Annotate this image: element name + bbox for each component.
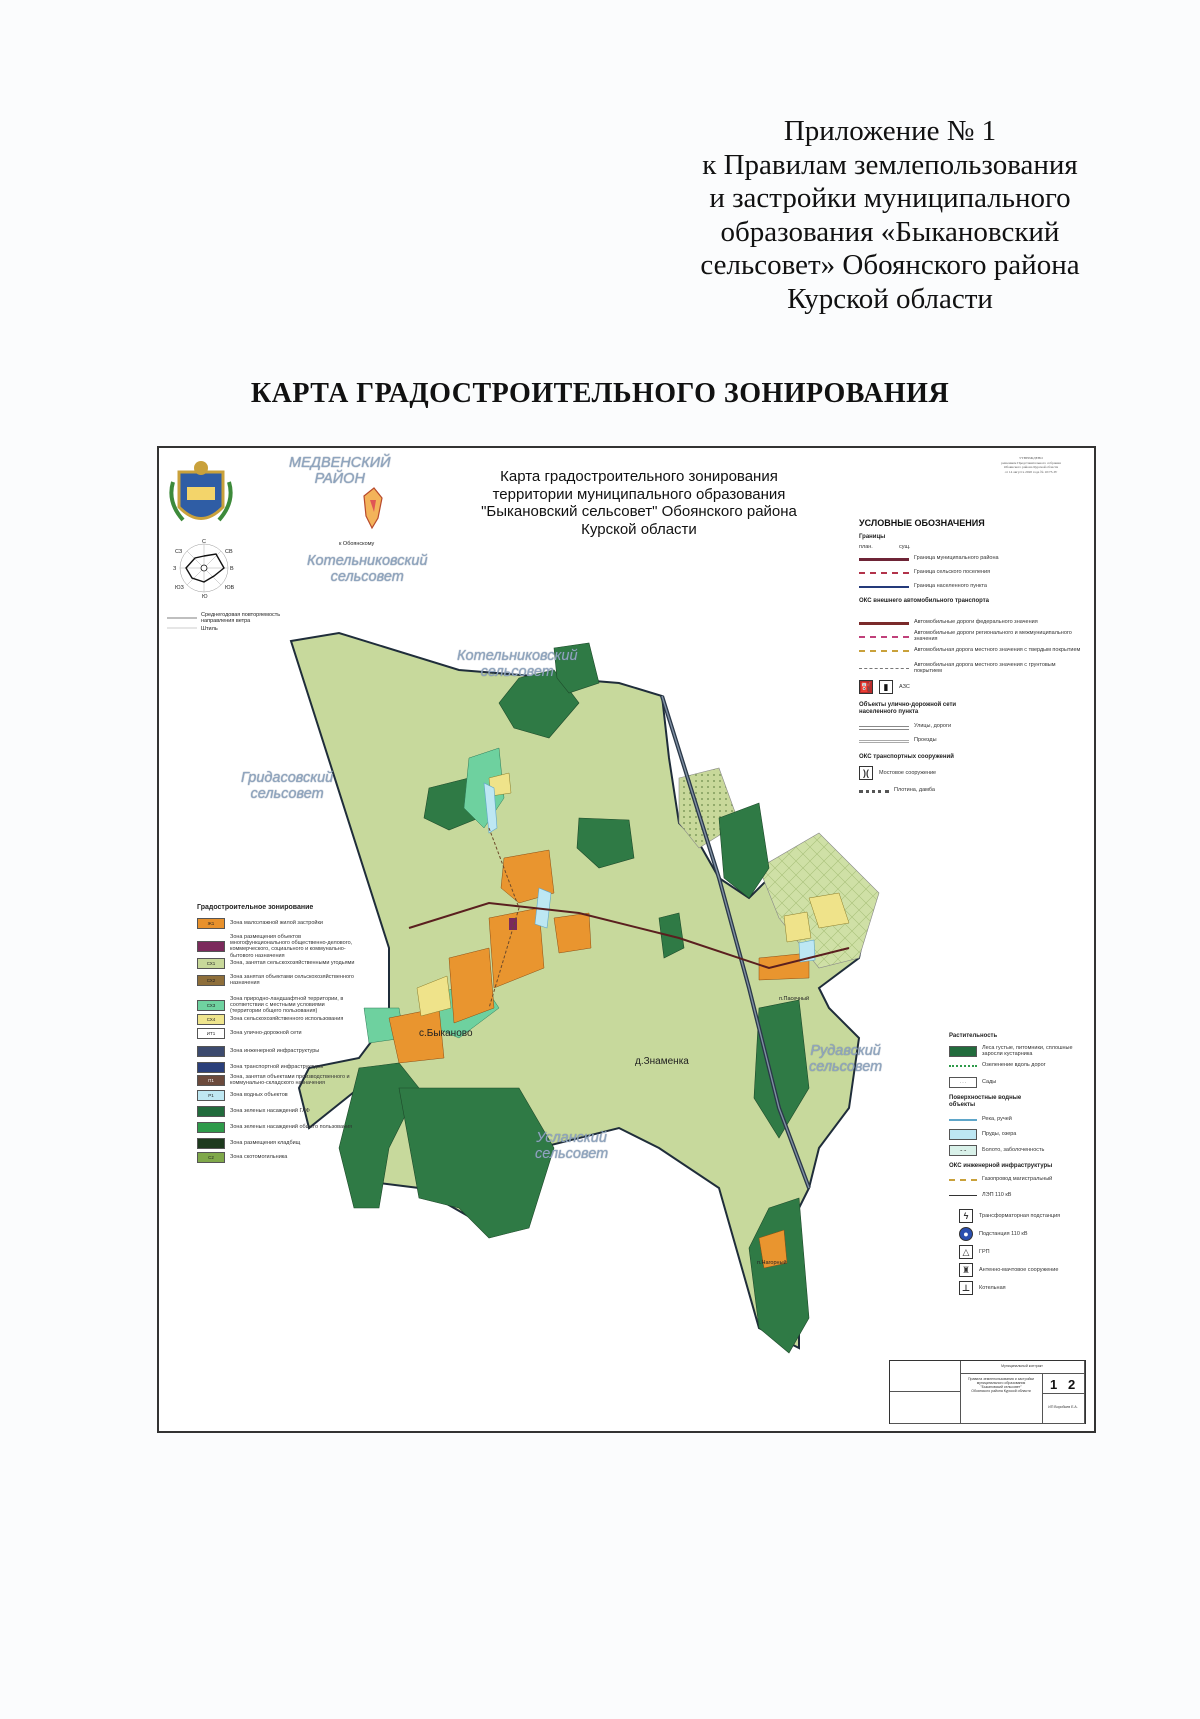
zoning-swatch: С2 xyxy=(197,1152,225,1163)
legend-swatch: · · · xyxy=(949,1077,977,1088)
zoning-legend-label: Зона сельскохозяйственного использования xyxy=(230,1016,344,1023)
zoning-legend-item xyxy=(197,1152,357,1163)
legend-item-label: Граница муниципального района xyxy=(914,555,999,562)
legend-item-label: ЛЭП 110 кВ xyxy=(982,1192,1012,1199)
line-sample xyxy=(859,786,889,795)
legend-item-label: Антенно-мачтовое сооружение xyxy=(979,1266,1059,1273)
legend-structures-title: ОКС транспортных сооружений xyxy=(859,754,954,760)
zoning-legend-item xyxy=(197,1046,357,1057)
district-line: РАЙОН xyxy=(314,471,365,487)
legend-col-headers xyxy=(859,544,911,550)
stamp-line: Правила землепользования и застройки xyxy=(968,1377,1034,1381)
line-sample xyxy=(859,568,909,577)
legend-item xyxy=(859,630,1084,642)
line-sample xyxy=(949,1115,977,1124)
legend-engineering-title: ОКС инженерной инфраструктуры xyxy=(949,1163,1053,1169)
legend-water-title: Поверхностные водные объекты xyxy=(949,1095,1022,1108)
settlement-znamenka: д.Знаменка xyxy=(635,1056,689,1067)
wind-dir-label: ЮВ xyxy=(225,585,235,591)
line-sample xyxy=(949,1061,977,1070)
stamp-line: Обоянского района Курской области xyxy=(971,1389,1031,1393)
stamp-sheet: 1 xyxy=(1050,1377,1058,1392)
district-line: сельсовет xyxy=(330,569,404,585)
legend-item xyxy=(859,786,935,795)
wind-legend-text xyxy=(201,612,280,624)
settlement-bykanovo: с.Быканово xyxy=(419,1028,473,1039)
zoning-legend-item xyxy=(197,1062,357,1073)
district-label-uslansky xyxy=(535,1130,608,1162)
zoning-swatch: Ж1 xyxy=(197,918,225,929)
approval-line: Обоянского района Курской области xyxy=(1003,465,1059,469)
line-sample xyxy=(859,664,909,673)
boiler-icon: ⊥ xyxy=(959,1281,973,1295)
wind-legend-line: направления ветра xyxy=(201,618,251,624)
legend-item xyxy=(859,722,951,731)
appendix-block xyxy=(640,115,1140,316)
title-block xyxy=(889,1360,1086,1424)
district-label-kotelnikovsky-mid xyxy=(457,648,578,680)
legend-item-label: Автомобильная дорога местного значения с грунтовым покрытием xyxy=(914,662,1056,675)
district-line: Усланский xyxy=(536,1130,607,1146)
zoning-legend-item xyxy=(197,1122,357,1133)
legend-item xyxy=(859,618,1084,627)
legend-item-label: Улицы, дороги xyxy=(914,723,952,730)
wind-dir-label: З xyxy=(173,566,177,572)
district-line: сельсовет xyxy=(809,1059,883,1075)
line-sample xyxy=(859,736,909,745)
line-sample xyxy=(859,582,909,591)
legend-item-label: Автомобильные дороги регионального и межмуниципального значения xyxy=(914,630,1072,643)
legend-item xyxy=(949,1061,1046,1070)
legend-title: УСЛОВНЫЕ ОБОЗНАЧЕНИЯ xyxy=(859,518,985,528)
zoning-legend-label: Зона улично-дорожной сети xyxy=(230,1030,302,1037)
legend-item-label: Плотина, дамба xyxy=(894,787,935,794)
appendix-line: сельсовет» Обоянского района xyxy=(700,249,1080,281)
legend-item-label: Леса густые, питомники, сплошные заросли кустарника xyxy=(982,1045,1073,1058)
appendix-line: образования «Быкановский xyxy=(720,215,1060,248)
appendix-line: к Правилам землепользования xyxy=(702,148,1078,181)
appendix-line: и застройки муниципального xyxy=(709,182,1071,214)
legend-swatch: ~ ~ xyxy=(949,1145,977,1156)
zoning-swatch xyxy=(197,1122,225,1133)
zoning-legend-item xyxy=(197,1014,357,1025)
legend-item-label: Сады xyxy=(982,1079,997,1086)
zoning-legend-item xyxy=(197,1106,357,1117)
inset-label: к Обоянскому xyxy=(339,541,375,547)
zoning-legend-label: Зона природно-ландшафтной территории, в соответствии с местными условиями (территории общего пользования) xyxy=(230,996,344,1015)
legend-item-label: Озеленение вдоль дорог xyxy=(982,1062,1046,1069)
coat-of-arms xyxy=(171,461,230,520)
legend-item-label: Трансформаторная подстанция xyxy=(979,1212,1061,1219)
legend-item-label: Мостовое сооружение xyxy=(879,769,937,776)
district-label-medvensky xyxy=(289,455,391,487)
substation-icon: ● xyxy=(959,1227,973,1241)
wind-dir-label: С xyxy=(202,539,206,545)
legend-item-label: Проезды xyxy=(914,737,937,744)
antenna-icon: ♜ xyxy=(959,1263,973,1277)
legend-item xyxy=(859,568,990,577)
zoning-legend-label: Зона размещения объектов многофункционального общественно-делового, коммерческого, социального и коммунально-бытового назначения xyxy=(230,934,353,959)
district-line: сельсовет xyxy=(250,786,324,802)
approval-note xyxy=(976,456,1086,474)
line-sample xyxy=(949,1175,977,1184)
wind-dir-label: В xyxy=(230,566,234,572)
zoning-swatch xyxy=(197,1062,225,1073)
zoning-legend-label: Зона зеленых насаждений общего пользования xyxy=(230,1124,353,1131)
map-title-line: территории муниципального образования xyxy=(492,485,786,503)
legend-item xyxy=(949,1115,1012,1124)
stamp-contract: Муниципальный контракт xyxy=(1001,1364,1043,1368)
legend-item-label: Автомобильная дорога местного значения с твердым покрытием xyxy=(914,647,1081,654)
legend-item xyxy=(859,662,1084,674)
appendix-line: Приложение № 1 xyxy=(783,115,997,147)
legend-item-label: Пруды, озера xyxy=(982,1131,1017,1138)
legend-item xyxy=(859,680,910,694)
legend-item-label: Река, ручей xyxy=(982,1116,1012,1123)
district-line: сельсовет xyxy=(480,664,554,680)
zoning-swatch: СХ4 xyxy=(197,1014,225,1025)
legend-swatch xyxy=(949,1129,977,1140)
map-title-line: Курской области xyxy=(581,520,697,538)
zoning-swatch: СХ2 xyxy=(197,975,225,986)
legend-boundaries-title: Границы xyxy=(859,534,886,540)
line-sample xyxy=(859,646,909,655)
legend-item xyxy=(949,1129,1016,1140)
legend-item-label: Котельная xyxy=(979,1284,1006,1291)
legend-item xyxy=(959,1281,1006,1295)
district-line: МЕДВЕНСКИЙ xyxy=(289,455,391,471)
line-sample xyxy=(859,632,909,641)
map-title-line: "Быкановский сельсовет" Обоянского района xyxy=(481,503,797,520)
wind-rose xyxy=(180,544,228,592)
legend-transport-title: ОКС внешнего автомобильного транспорта xyxy=(859,598,990,604)
zoning-swatch: СХ1 xyxy=(197,958,225,969)
legend-item-label: АЗС xyxy=(899,683,910,690)
approval-line: решением Представительного собрания xyxy=(1001,460,1061,465)
zoning-legend-item xyxy=(197,918,357,929)
legend-item xyxy=(959,1227,1028,1241)
legend-item-label: Газопровод магистральный xyxy=(982,1176,1053,1183)
district-line: Котельниковский xyxy=(457,648,578,664)
stamp-grid xyxy=(890,1391,961,1424)
zoning-legend-label: Зона зеленых насаждений ГЛФ xyxy=(230,1108,310,1115)
zoning-legend-label: Зона занятая объектами сельскохозяйственного назначения xyxy=(230,974,354,987)
zoning-swatch: ИТ1 xyxy=(197,1028,225,1039)
district-label-kotelnikovsky-top xyxy=(307,553,428,585)
stamp-project xyxy=(962,1377,1040,1393)
zoning-legend-item xyxy=(197,958,357,969)
gas-station-plan-icon: ▮ xyxy=(879,680,893,694)
zoning-swatch xyxy=(197,941,225,952)
gas-regulator-icon: △ xyxy=(959,1245,973,1259)
legend-item xyxy=(959,1245,990,1259)
stamp-sheets: 2 xyxy=(1068,1377,1076,1392)
wind-calm-label: Штиль xyxy=(201,626,218,632)
wind-dir-label: СЗ xyxy=(175,549,183,555)
line-sample xyxy=(859,618,909,627)
zoning-swatch: П1 xyxy=(197,1075,225,1086)
approval-line: УТВЕРЖДЕНО xyxy=(1019,456,1043,460)
zoning-legend-item xyxy=(197,1138,357,1149)
stamp-company: ИП Воробьев Е.А. xyxy=(1048,1405,1078,1409)
legend-item xyxy=(949,1077,996,1088)
legend-swatch xyxy=(949,1046,977,1057)
district-label-gridasovsky xyxy=(241,770,333,802)
legend-item xyxy=(859,554,999,563)
document-title: КАРТА ГРАДОСТРОИТЕЛЬНОГО ЗОНИРОВАНИЯ xyxy=(250,378,950,409)
appendix-line: Курской области xyxy=(787,282,993,315)
zoning-legend-item xyxy=(197,934,357,959)
legend-item-label: Болото, заболоченность xyxy=(982,1147,1045,1154)
legend-item-label: Подстанция 110 кВ xyxy=(979,1230,1028,1237)
zoning-legend-item xyxy=(197,1090,357,1101)
legend-item xyxy=(949,1175,1052,1184)
legend-item xyxy=(859,736,937,745)
legend-item xyxy=(859,646,1084,655)
zoning-legend-label: Зона, занятая сельскохозяйственными угодьями xyxy=(230,960,355,967)
legend-item xyxy=(959,1209,1060,1223)
approval-line: от 14 августа 2020 года № 10/73-IV xyxy=(1004,469,1058,474)
zoning-legend-item xyxy=(197,974,357,986)
zoning-legend-label: Зона размещения кладбищ xyxy=(230,1140,301,1147)
zoning-legend-label: Зона транспортной инфраструктуры xyxy=(230,1064,324,1071)
legend-item-label: ГРП xyxy=(979,1248,990,1255)
zoning-legend-label: Зона водных объектов xyxy=(230,1092,288,1099)
line-sample xyxy=(949,1191,977,1200)
wind-legend-line: Среднегодовая повторяемость xyxy=(201,612,281,618)
gas-station-icon: ⛽ xyxy=(860,682,872,692)
settlement-nagorny: п.Нагорный xyxy=(757,1260,787,1266)
line-sample xyxy=(859,722,909,731)
legend-item xyxy=(949,1145,1044,1156)
col-plan: план. xyxy=(859,544,873,550)
stamp-grid xyxy=(890,1361,961,1392)
district-label-rudavsky xyxy=(809,1043,882,1075)
zoning-legend-label: Зона малоэтажной жилой застройки xyxy=(230,920,323,927)
legend-vegetation-title: Растительность xyxy=(949,1033,998,1039)
settlement-pasechny: п.Пасечный xyxy=(779,996,810,1002)
line-sample xyxy=(859,554,909,563)
zoning-swatch: СХ3 xyxy=(197,1000,225,1011)
district-line: Котельниковский xyxy=(307,553,428,569)
stamp-line: муниципального образования xyxy=(976,1381,1026,1385)
legend-item-label: Граница населенного пункта xyxy=(914,583,987,590)
wind-legend-lines xyxy=(167,618,197,628)
district-line: Рудавский xyxy=(810,1043,881,1059)
district-line: Гридасовский xyxy=(241,770,334,786)
district-line: сельсовет xyxy=(535,1146,609,1162)
legend-item-label: Автомобильные дороги федерального значения xyxy=(914,619,1038,626)
zoning-legend-label: Зона, занятая объектами производственного и коммунально-складского назначения xyxy=(230,1074,350,1087)
wind-dir-label: СВ xyxy=(225,549,233,555)
legend-item xyxy=(859,582,987,591)
zoning-swatch xyxy=(197,1106,225,1117)
map-title xyxy=(459,468,819,538)
zoning-legend-label: Зона инженерной инфраструктуры xyxy=(230,1048,320,1055)
wind-dir-label: ЮЗ xyxy=(175,585,184,591)
zoning-legend-label: Зона скотомогильника xyxy=(230,1154,288,1161)
zoning-legend-item xyxy=(197,996,357,1015)
stamp-grid xyxy=(1042,1373,1085,1394)
zoning-swatch xyxy=(197,1138,225,1149)
legend-item xyxy=(859,766,936,780)
zoning-legend-item xyxy=(197,1074,357,1086)
legend-item xyxy=(959,1263,1058,1277)
wind-dir-label: Ю xyxy=(202,594,208,600)
legend-item xyxy=(949,1191,1011,1200)
zoning-swatch xyxy=(197,1046,225,1057)
zoning-swatch: Р1 xyxy=(197,1090,225,1101)
col-exist: сущ. xyxy=(899,544,911,550)
legend-item xyxy=(949,1045,1089,1057)
zoning-legend-title: Градостроительное зонирование xyxy=(197,904,314,911)
legend-street-title: Объекты улично-дорожной сети населенного пункта xyxy=(859,702,957,715)
zoning-map xyxy=(157,446,1096,1433)
bridge-icon: )( xyxy=(859,766,873,780)
map-title-line: Карта градостроительного зонирования xyxy=(500,468,778,485)
inset-locator xyxy=(364,488,382,528)
legend-item-label: Граница сельского поселения xyxy=(914,569,991,576)
transformer-icon: ϟ xyxy=(959,1209,973,1223)
stamp-line: "Быкановский сельсовет" xyxy=(980,1385,1022,1389)
zoning-legend-item xyxy=(197,1028,357,1039)
